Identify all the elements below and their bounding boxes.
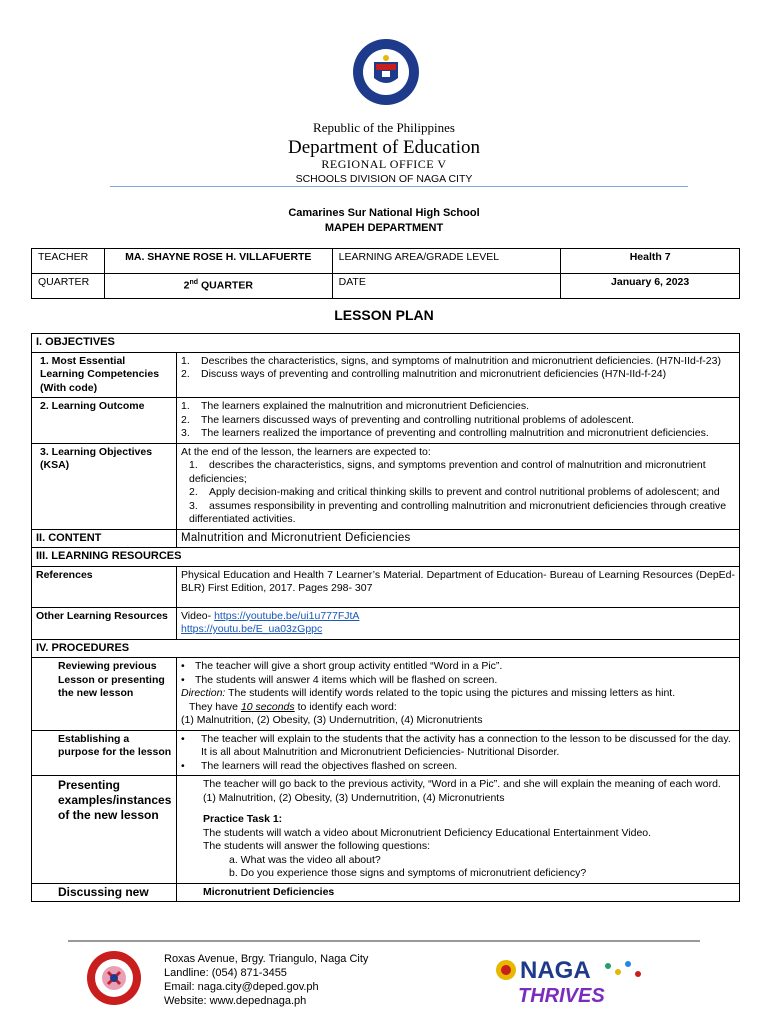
ksa-num: 2. [188, 486, 198, 498]
lo-num: 1. [180, 400, 190, 412]
references-label: References [32, 566, 177, 607]
examples-label: Presenting examples/instances of the new lesson [32, 776, 177, 884]
content-heading: II. CONTENT [32, 529, 177, 548]
purpose-bullet: • The learners will read the objectives flashed on screen. [180, 759, 458, 772]
references-value: Physical Education and Health 7 Learner’s Material. Department of Education- Bureau of Learning Resources (DepEd-BLR) First Edition, 2017. Pages 298- 307 [176, 566, 739, 607]
practice-title: Practice Task 1: [202, 813, 283, 825]
words-line: (1) Malnutrition, (2) Obesity, (3) Undernutrition, (4) Micronutrients [180, 714, 483, 726]
date-value: January 6, 2023 [561, 274, 740, 299]
review-bullet-text: The teacher will give a short group activity entitled “Word in a Pic”. [194, 660, 503, 672]
republic-text: Republic of the Philippines [313, 120, 455, 135]
naga-thrives-logo [488, 950, 656, 1010]
review-bullet: • The teacher will give a short group activity entitled “Word in a Pic”. [180, 660, 503, 672]
identify-text: to identify each word: [294, 700, 397, 713]
lo-item [181, 427, 735, 441]
direction-line [181, 687, 735, 701]
footer-landline: Landline: (054) 871-3455 [164, 967, 287, 979]
ksa-label: 3. Learning Objectives (KSA) [32, 443, 177, 529]
quarter-value [104, 274, 332, 299]
other-resources-cell [176, 607, 739, 639]
video-link-2[interactable]: https://youtu.be/E_ua03zGppc [180, 623, 323, 635]
department-name: MAPEH DEPARTMENT [324, 222, 444, 234]
ksa-num: 3. [188, 499, 198, 512]
info-table [31, 248, 740, 299]
direction-label: Direction: [180, 687, 226, 699]
they-have-text: They have [188, 700, 241, 713]
content-value: Malnutrition and Micronutrient Deficiencies [176, 529, 739, 548]
seconds-text: 10 seconds [240, 700, 295, 713]
thrives-logo-text: THRIVES [518, 985, 605, 1007]
review-bullet-text: The students will answer 4 items which will be flashed on screen. [194, 673, 498, 686]
department-title: Department of Education [287, 137, 481, 158]
review-bullet: • The students will answer 4 items which will be flashed on screen. [180, 673, 498, 686]
review-cell [176, 658, 739, 731]
resources-heading: III. LEARNING RESOURCES [32, 548, 740, 567]
lo-num: 2. [180, 413, 190, 426]
mec-label: 1. Most Essential Learning Competencies (With code) [32, 352, 177, 398]
ksa-item [181, 459, 735, 486]
seconds-line [181, 701, 735, 715]
lo-item [181, 400, 735, 414]
mec-text: Describes the characteristics, signs, and symptoms of malnutrition and micronutrient deficiencies. (H7N-IId-f-23) [200, 354, 721, 367]
deped-seal-icon [352, 38, 420, 106]
video-line-2 [181, 623, 735, 637]
quarter-number: 2 [183, 279, 190, 292]
quarter-suffix: nd [189, 279, 199, 286]
objectives-heading: I. OBJECTIVES [32, 334, 740, 353]
lo-label: 2. Learning Outcome [32, 398, 177, 444]
footer-divider [68, 940, 700, 942]
question-b: b. Do you experience those signs and symptoms of micronutrient deficiency? [228, 867, 587, 879]
discussing-value: Micronutrient Deficiencies [176, 883, 739, 902]
naga-logo-text: NAGA [520, 957, 591, 984]
footer-contact [164, 952, 368, 1008]
footer-address: Roxas Avenue, Brgy. Triangulo, Naga City [164, 953, 369, 965]
practice-paragraph: The students will watch a video about Micronutrient Deficiency Educational Entertainment Video. [202, 826, 652, 839]
school-name: Camarines Sur National High School [288, 207, 480, 219]
ksa-item [181, 486, 735, 500]
lesson-plan-title: LESSON PLAN [334, 307, 434, 323]
ksa-num: 1. [188, 459, 198, 471]
lo-text: The learners explained the malnutrition and micronutrient Deficiencies. [200, 400, 529, 412]
lo-item [181, 414, 735, 428]
quarter-word: QUARTER [198, 279, 253, 292]
date-label: DATE [332, 274, 561, 299]
lo-text: The learners realized the importance of preventing and controlling malnutrition and micronutrient deficiencies. [200, 427, 709, 439]
procedures-heading: IV. PROCEDURES [32, 639, 740, 658]
discussing-label: Discussing new [32, 883, 177, 902]
ksa-cell [176, 443, 739, 529]
lesson-table [31, 333, 740, 902]
purpose-bullet-text: The teacher will explain to the students that the activity has a connection to the lesson to be discussed for the day. It is all about Malnutrition and Micronutrient Deficiencies- Nutritional Disorder. [200, 732, 731, 758]
area-value: Health 7 [561, 249, 740, 274]
question-a: a. What was the video all about? [228, 853, 381, 866]
mec-item [181, 368, 735, 382]
video-link-1[interactable]: https://youtube.be/ui1u777FJtA [214, 609, 360, 622]
teacher-label: TEACHER [32, 249, 105, 274]
other-resources-label: Other Learning Resources [32, 607, 177, 639]
footer-website: Website: www.depednaga.ph [164, 995, 307, 1007]
mec-num: 1. [180, 354, 190, 367]
ksa-text: describes the characteristics, signs, and symptoms prevention and control of malnutrition and micronutrient deficiencies; [188, 459, 706, 485]
mec-text: Discuss ways of preventing and controlling malnutrition and micronutrient deficiencies (H7N-IId-f-24) [200, 368, 667, 380]
footer-email: Email: naga.city@deped.gov.ph [164, 981, 319, 993]
teacher-value: MA. SHAYNE ROSE H. VILLAFUERTE [104, 249, 332, 274]
quarter-label: QUARTER [32, 274, 105, 299]
lo-cell [176, 398, 739, 444]
lo-num: 3. [180, 427, 190, 439]
area-label: LEARNING AREA/GRADE LEVEL [332, 249, 561, 274]
examples-cell [176, 776, 739, 884]
video-prefix: Video- [180, 609, 215, 622]
header-divider [110, 186, 688, 187]
ksa-text: assumes responsibility in preventing and controlling malnutrition and micronutrient deficiencies through creative differentiated activities. [188, 499, 727, 525]
mec-cell [176, 352, 739, 398]
practice-questions-intro: The students will answer the following questions: [202, 840, 431, 852]
examples-paragraph: The teacher will go back to the previous activity, “Word in a Pic”. and she will explain the meaning of each word. (1) Malnutrition, (2) Obesity, (3) Undernutrition, (4) Micronutrients [202, 778, 721, 804]
region-text: REGIONAL OFFICE V [321, 157, 447, 171]
division-text: SCHOOLS DIVISION OF NAGA CITY [295, 173, 473, 185]
mec-num: 2. [180, 368, 190, 380]
ksa-text: Apply decision-making and critical thinking skills to prevent and control nutritional problems of adolescent; and [208, 486, 720, 498]
mec-item [181, 355, 735, 369]
purpose-bullet-text: The learners will read the objectives flashed on screen. [200, 759, 458, 772]
purpose-cell [176, 730, 739, 776]
ksa-item [181, 500, 735, 527]
purpose-label: Establishing a purpose for the lesson [32, 730, 177, 776]
purpose-bullet: • The teacher will explain to the students that the activity has a connection to the lesson to be discussed for the day. It is all about Malnutrition and Micronutrient Deficiencies- Nutritional Disorder. [181, 733, 735, 760]
division-seal-icon [86, 950, 142, 1006]
ksa-intro: At the end of the lesson, the learners are expected to: [180, 445, 431, 458]
review-label: Reviewing previous Lesson or presenting the new lesson [32, 658, 177, 731]
lo-text: The learners discussed ways of preventing and controlling nutritional problems of adolescent. [200, 413, 635, 426]
direction-text: The students will identify words related to the topic using the pictures and missing letters as hint. [225, 687, 676, 699]
video-line [181, 610, 735, 624]
